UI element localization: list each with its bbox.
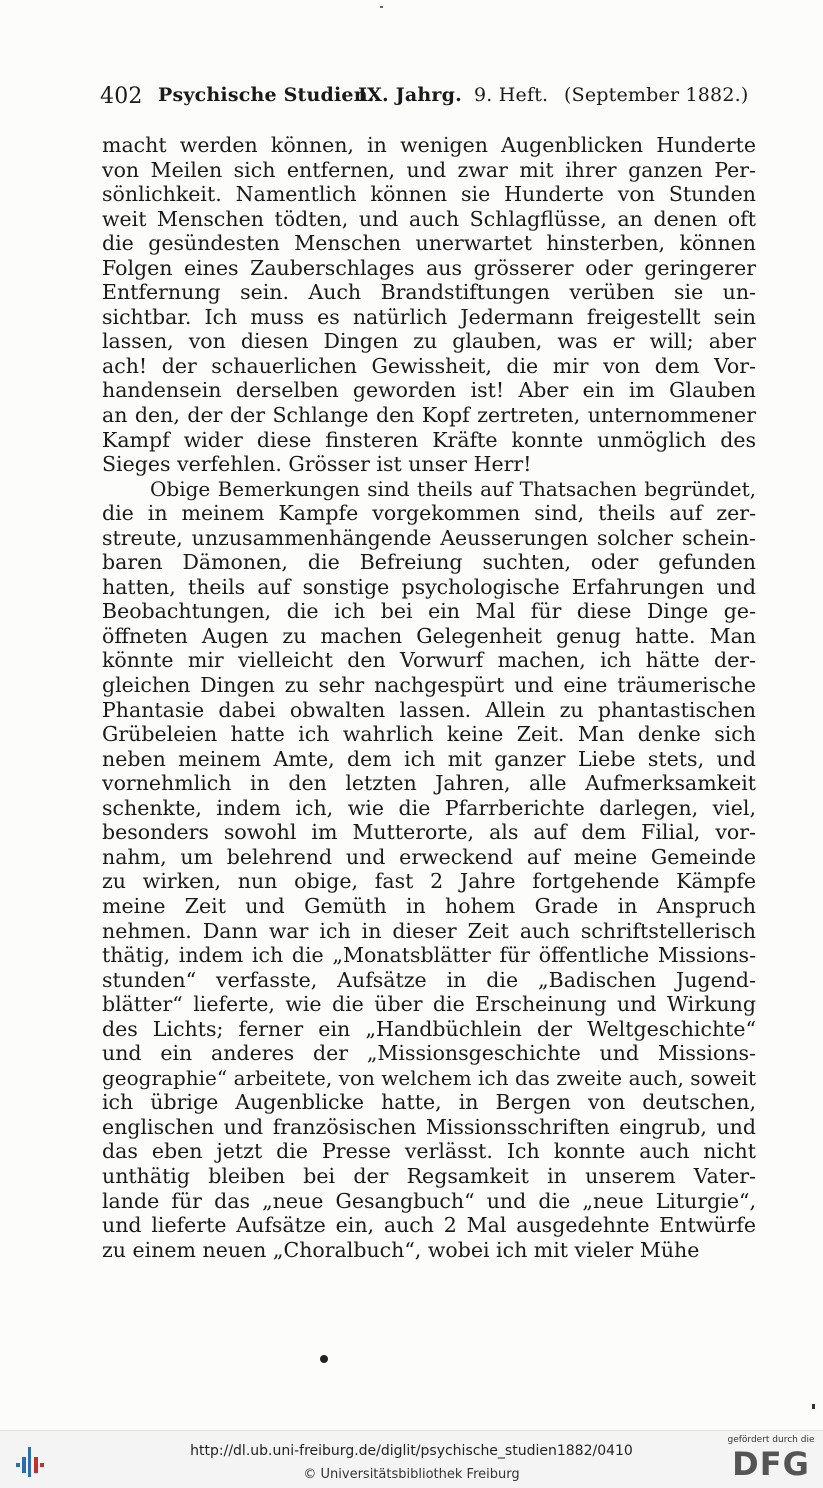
text-line: Obige Bemerkungen sind theils auf Thatsachen begründet,: [150, 476, 756, 501]
text-line: die gesündesten Menschen unerwartet hinsterben, können: [102, 231, 756, 256]
text-line: macht werden können, in wenigen Augenblicken Hunderte: [102, 133, 756, 157]
running-header: [100, 84, 749, 114]
text-line: und ein anderes der „Missionsgeschichte und Missions-: [102, 1041, 756, 1066]
dfg-wordmark: DFG: [732, 1445, 810, 1483]
volume-label: IX. Jahrg.: [358, 84, 462, 106]
text-line: ich übrige Augenblicke hatte, in Bergen von deutschen,: [102, 1090, 756, 1115]
text-line: weit Menschen tödten, und auch Schlagflüsse, an denen oft: [102, 206, 756, 231]
text-line: nahm, um belehrend und erweckend auf meine Gemeinde: [102, 844, 756, 869]
text-line: streute, unzusammenhängende Aeusserungen solcher schein-: [102, 525, 756, 550]
text-line: Kampf wider diese finsteren Kräfte konnte unmöglich des: [102, 427, 756, 452]
text-line: und lieferte Aufsätze ein, auch 2 Mal ausgedehnte Entwürfe: [102, 1213, 756, 1238]
text-line: gleichen Dingen zu sehr nachgespürt und eine träumerische: [102, 673, 756, 698]
text-line: von Meilen sich entfernen, und zwar mit ihrer ganzen Per-: [102, 157, 756, 182]
text-line: englischen und französischen Missionsschriften eingrub, und: [102, 1114, 756, 1139]
text-line: nehmen. Dann war ich in dieser Zeit auch schriftstellerisch: [102, 918, 756, 943]
scan-speck: [380, 6, 383, 8]
text-line: meine Zeit und Gemüth in hohem Grade in Anspruch: [102, 893, 756, 918]
text-line: geographie“ arbeitete, von welchem ich das zweite auch, soweit: [102, 1065, 756, 1090]
text-line: zu einem neuen „Choralbuch“, wobei ich mit vieler Mühe: [102, 1237, 700, 1262]
text-line: lassen, von diesen Dingen zu glauben, was er will; aber: [102, 329, 756, 354]
text-line: öffneten Augen zu machen Gelegenheit genug hatte. Man: [102, 623, 756, 648]
text-line: des Lichts; ferner ein „Handbüchlein der Weltgeschichte“: [102, 1016, 756, 1041]
text-line: zu wirken, nun obige, fast 2 Jahre fortgehende Kämpfe: [102, 869, 756, 894]
text-line: die in meinem Kampfe vorgekommen sind, theils auf zer-: [102, 501, 756, 526]
text-line: unthätig bleiben bei der Regsamkeit in unserem Vater-: [102, 1163, 756, 1188]
body-text: [102, 133, 756, 1262]
text-line: Phantasie dabei obwalten lassen. Allein zu phantastischen: [102, 697, 756, 722]
page-number: 402: [100, 84, 143, 109]
dfg-caption: gefördert durch die: [727, 1435, 815, 1445]
text-line: Sieges verfehlen. Grösser ist unser Herr!: [102, 452, 532, 477]
viewer-footer: [0, 1430, 823, 1488]
text-line: Grübeleien hatte ich wahrlich keine Zeit. Man denke sich: [102, 722, 756, 747]
ink-dot: [320, 1355, 328, 1363]
dfg-logo: [726, 1435, 816, 1485]
text-line: stunden“ verfasste, Aufsätze in die „Badischen Jugend-: [102, 967, 756, 992]
journal-title: Psychische Studien.: [158, 84, 375, 106]
issue-date: (September 1882.): [564, 84, 749, 106]
text-line: ach! der schauerlichen Gewissheit, die mir von dem Vor-: [102, 353, 756, 378]
text-line: sönlichkeit. Namentlich können sie Hunderte von Stunden: [102, 182, 756, 207]
text-line: Entfernung sein. Auch Brandstiftungen verüben sie un-: [102, 280, 756, 305]
source-url[interactable]: http://dl.ub.uni-freiburg.de/diglit/psychische_studien1882/0410: [190, 1443, 633, 1459]
copyright-notice: © Universitätsbibliothek Freiburg: [303, 1467, 520, 1482]
text-line: thätig, indem ich die „Monatsblätter für öffentliche Missions-: [102, 943, 756, 968]
text-line: an den, der der Schlange den Kopf zertreten, unternommener: [102, 403, 756, 428]
issue-label: 9. Heft.: [474, 84, 549, 106]
scan-speck: [812, 1404, 815, 1409]
text-line: besonders sowohl im Mutterorte, als auf dem Filial, vor-: [102, 820, 756, 845]
text-line: sichtbar. Ich muss es natürlich Jedermann freigestellt sein: [102, 304, 756, 329]
text-line: blätter“ lieferte, wie die über die Erscheinung und Wirkung: [102, 992, 756, 1017]
text-line: hatten, theils auf sonstige psychologische Erfahrungen und: [102, 574, 756, 599]
text-line: baren Dämonen, die Befreiung suchten, oder gefunden: [102, 550, 756, 575]
text-line: schenkte, indem ich, wie die Pfarrberichte darlegen, viel,: [102, 795, 756, 820]
text-line: das eben jetzt die Presse verlässt. Ich konnte auch nicht: [102, 1139, 756, 1164]
text-line: könnte mir vielleicht den Vorwurf machen, ich hätte der-: [102, 648, 756, 673]
text-line: Beobachtungen, die ich bei ein Mal für diese Dinge ge-: [102, 599, 756, 624]
text-line: neben meinem Amte, dem ich mit ganzer Liebe stets, und: [102, 746, 756, 771]
text-line: Folgen eines Zauberschlages aus grösserer oder geringerer: [102, 255, 756, 280]
text-line: vornehmlich in den letzten Jahren, alle Aufmerksamkeit: [102, 771, 756, 796]
text-line: handensein derselben geworden ist! Aber ein im Glauben: [102, 378, 756, 403]
text-line: lande für das „neue Gesangbuch“ und die „neue Liturgie“,: [102, 1188, 756, 1213]
